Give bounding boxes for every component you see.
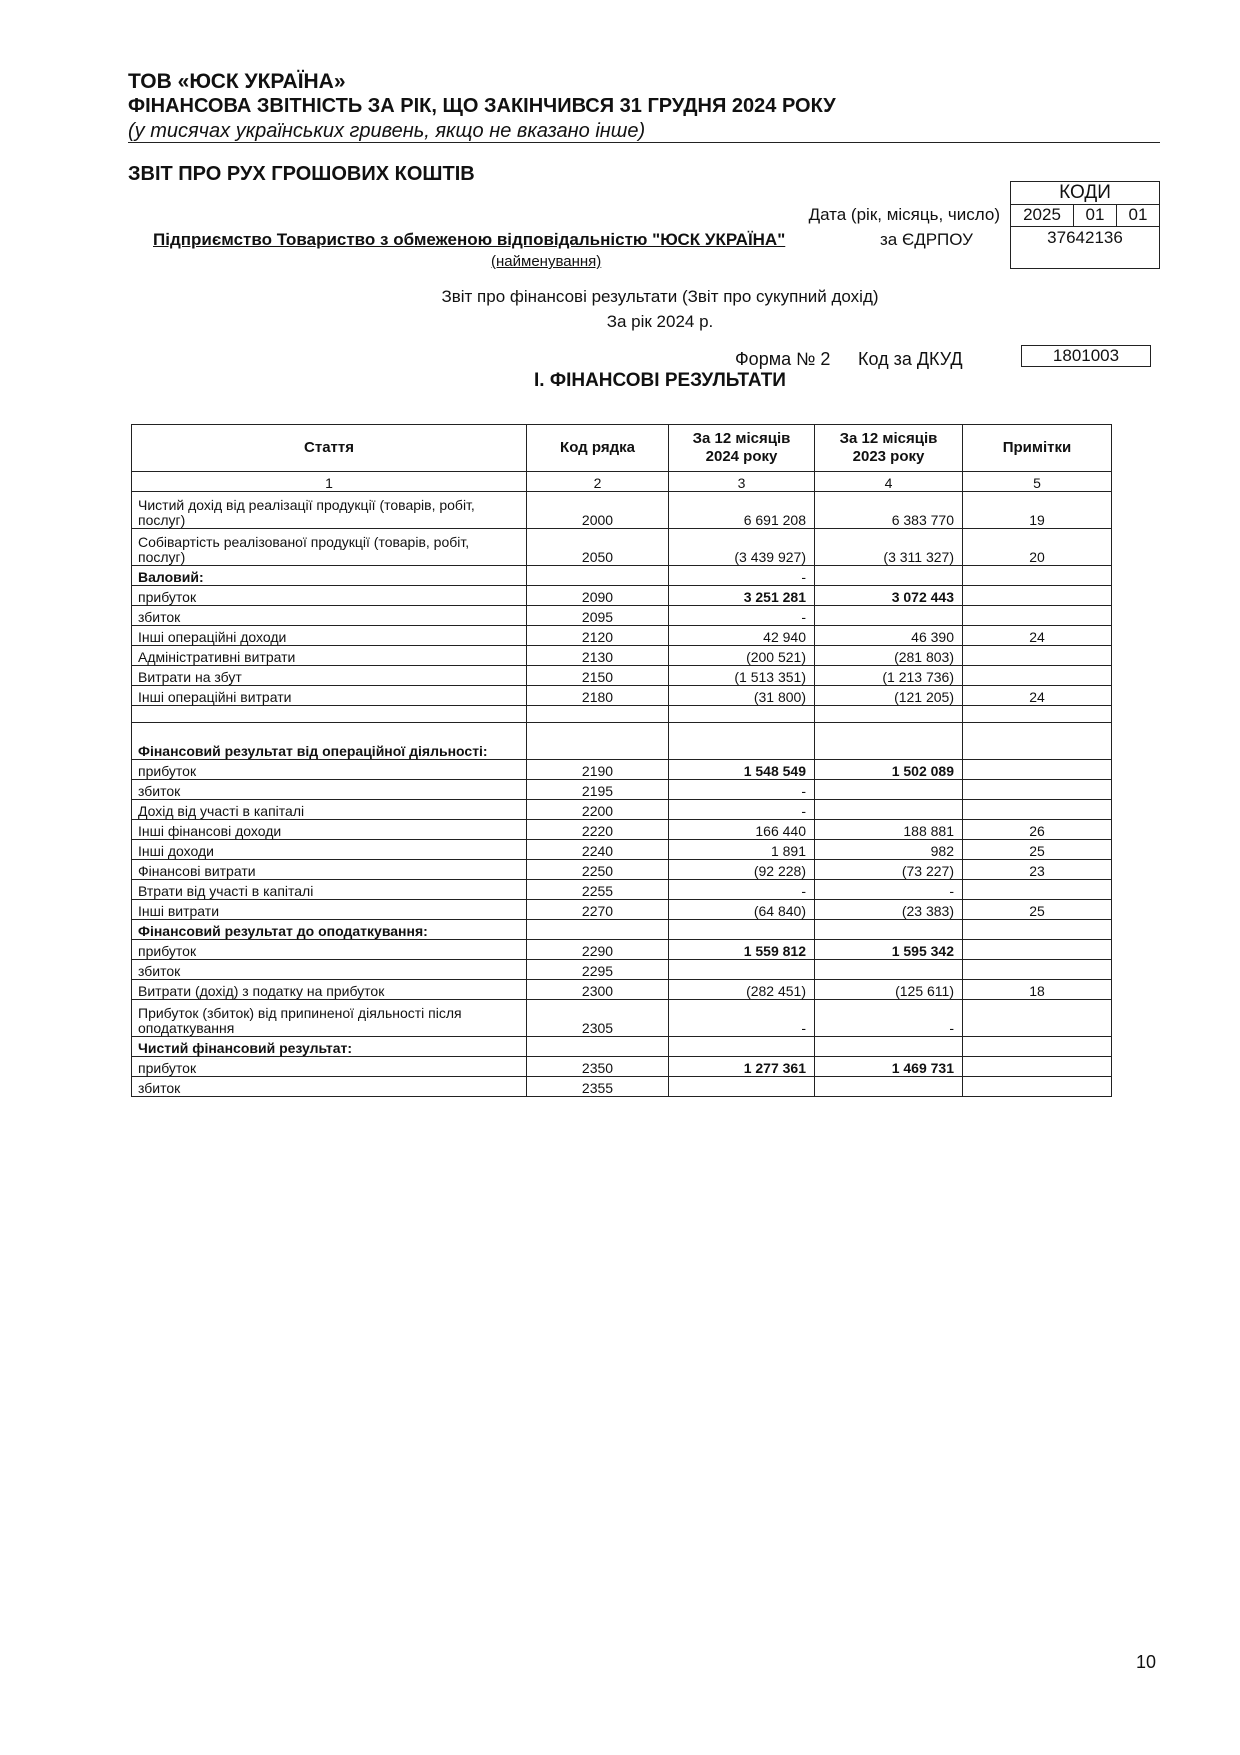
table-row (132, 800, 1112, 820)
row-code: 2150 (527, 666, 669, 686)
value-2023 (815, 606, 963, 626)
value-2024: - (669, 1000, 815, 1037)
value-2024 (669, 723, 815, 760)
row-note (963, 920, 1112, 940)
row-note (963, 586, 1112, 606)
financial-results-title: I. ФІНАНСОВІ РЕЗУЛЬТАТИ (534, 370, 786, 391)
value-2023: (125 611) (815, 980, 963, 1000)
row-code: 2250 (527, 860, 669, 880)
table-row (132, 900, 1112, 920)
value-2024 (669, 920, 815, 940)
row-note (963, 566, 1112, 586)
value-2023 (815, 1037, 963, 1057)
row-note (963, 1057, 1112, 1077)
row-label (132, 706, 527, 723)
header-2023: За 12 місяців 2023 року (815, 425, 963, 472)
table-row (132, 706, 1112, 723)
row-label: прибуток (132, 1057, 527, 1077)
value-2024: (64 840) (669, 900, 815, 920)
row-note (963, 800, 1112, 820)
row-label: збиток (132, 960, 527, 980)
codes-year: 2025 (1011, 204, 1074, 226)
row-label: Фінансовий результат до оподаткування: (132, 920, 527, 940)
value-2023: 982 (815, 840, 963, 860)
value-2023: 188 881 (815, 820, 963, 840)
row-code: 2300 (527, 980, 669, 1000)
row-code: 2290 (527, 940, 669, 960)
codes-month: 01 (1074, 204, 1117, 226)
table-row (132, 492, 1112, 529)
value-2023 (815, 780, 963, 800)
edrpou-label: за ЄДРПОУ (880, 230, 973, 249)
row-note (963, 780, 1112, 800)
row-code: 2295 (527, 960, 669, 980)
row-note (963, 960, 1112, 980)
row-note: 20 (963, 529, 1112, 566)
value-2023 (815, 566, 963, 586)
row-code: 2200 (527, 800, 669, 820)
row-code (527, 566, 669, 586)
row-note (963, 1077, 1112, 1097)
row-label: Витрати (дохід) з податку на прибуток (132, 980, 527, 1000)
row-code: 2180 (527, 686, 669, 706)
value-2023: (281 803) (815, 646, 963, 666)
value-2023: (121 205) (815, 686, 963, 706)
table-row (132, 1037, 1112, 1057)
value-2024: (282 451) (669, 980, 815, 1000)
value-2023 (815, 960, 963, 980)
row-code: 2120 (527, 626, 669, 646)
row-label: Інші фінансові доходи (132, 820, 527, 840)
table-row (132, 980, 1112, 1000)
row-code: 2095 (527, 606, 669, 626)
header-divider (128, 142, 1160, 143)
value-2024: 1 548 549 (669, 760, 815, 780)
row-code: 2195 (527, 780, 669, 800)
value-2023: 3 072 443 (815, 586, 963, 606)
company-name: ТОВ «ЮСК УКРАЇНА» (128, 70, 346, 93)
financial-results-table (131, 424, 1112, 1097)
row-label: Фінансові витрати (132, 860, 527, 880)
row-label: Фінансовий результат від операційної діяльності: (132, 723, 527, 760)
value-2023: 46 390 (815, 626, 963, 646)
row-label: Дохід від участі в капіталі (132, 800, 527, 820)
table-row (132, 686, 1112, 706)
row-code (527, 1037, 669, 1057)
form-label: Форма № 2 (735, 349, 831, 369)
value-2024: (1 513 351) (669, 666, 815, 686)
codes-title: КОДИ (1011, 182, 1159, 205)
value-2023: 1 595 342 (815, 940, 963, 960)
value-2024 (669, 706, 815, 723)
value-2023: 6 383 770 (815, 492, 963, 529)
table-row (132, 760, 1112, 780)
report-title: Звіт про фінансові результати (Звіт про сукупний дохід) (441, 287, 879, 306)
row-code: 2305 (527, 1000, 669, 1037)
table-row (132, 723, 1112, 760)
column-number: 4 (815, 472, 963, 492)
value-2023: 1 502 089 (815, 760, 963, 780)
report-period-heading: ФІНАНСОВА ЗВІТНІСТЬ ЗА РІК, ЩО ЗАКІНЧИВСЯ 31 ГРУДНЯ 2024 РОКУ (128, 95, 836, 117)
row-code: 2050 (527, 529, 669, 566)
row-label: Інші операційні доходи (132, 626, 527, 646)
row-note (963, 760, 1112, 780)
value-2023: (1 213 736) (815, 666, 963, 686)
row-label: збиток (132, 606, 527, 626)
row-label: Собівартість реалізованої продукції (товарів, робіт, послуг) (132, 529, 527, 566)
row-note (963, 940, 1112, 960)
row-note (963, 880, 1112, 900)
row-code: 2190 (527, 760, 669, 780)
header-row-code: Код рядка (527, 425, 669, 472)
table-row (132, 1000, 1112, 1037)
row-note (963, 723, 1112, 760)
column-number: 2 (527, 472, 669, 492)
table-row (132, 820, 1112, 840)
header-notes: Примітки (963, 425, 1112, 472)
row-note (963, 606, 1112, 626)
date-label: Дата (рік, місяць, число) (808, 205, 1000, 224)
value-2023 (815, 1077, 963, 1097)
row-label: Чистий дохід від реалізації продукції (товарів, робіт, послуг) (132, 492, 527, 529)
row-label: прибуток (132, 586, 527, 606)
row-label: Втрати від участі в капіталі (132, 880, 527, 900)
row-note: 24 (963, 626, 1112, 646)
value-2023 (815, 920, 963, 940)
row-note: 19 (963, 492, 1112, 529)
row-label: Прибуток (збиток) від припиненої діяльності після оподаткування (132, 1000, 527, 1037)
row-note (963, 1000, 1112, 1037)
table-row (132, 920, 1112, 940)
value-2023: - (815, 880, 963, 900)
row-label: Адміністративні витрати (132, 646, 527, 666)
row-label: Чистий фінансовий результат: (132, 1037, 527, 1057)
dkud-label: Код за ДКУД (858, 349, 963, 369)
codes-edrpou: 37642136 (1047, 228, 1123, 247)
value-2024: 42 940 (669, 626, 815, 646)
column-number: 3 (669, 472, 815, 492)
value-2024: - (669, 800, 815, 820)
row-label: Інші доходи (132, 840, 527, 860)
section-heading: ЗВІТ ПРО РУХ ГРОШОВИХ КОШТІВ (128, 163, 475, 185)
row-note: 18 (963, 980, 1112, 1000)
units-note: (у тисячах українських гривень, якщо не вказано інше) (128, 120, 646, 142)
table-row (132, 940, 1112, 960)
value-2024: 1 277 361 (669, 1057, 815, 1077)
value-2023: 1 469 731 (815, 1057, 963, 1077)
codes-day: 01 (1128, 205, 1148, 224)
table-row (132, 646, 1112, 666)
row-note: 24 (963, 686, 1112, 706)
table-row (132, 960, 1112, 980)
row-code (527, 920, 669, 940)
value-2024: - (669, 780, 815, 800)
row-note: 26 (963, 820, 1112, 840)
row-label: Валовий: (132, 566, 527, 586)
value-2024: - (669, 566, 815, 586)
row-code: 2270 (527, 900, 669, 920)
table-row (132, 566, 1112, 586)
row-label: прибуток (132, 940, 527, 960)
value-2023: (73 227) (815, 860, 963, 880)
table-row (132, 780, 1112, 800)
table-row (132, 586, 1112, 606)
enterprise-name: Підприємство Товариство з обмеженою відповідальністю "ЮСК УКРАЇНА" (153, 230, 786, 249)
dkud-code: 1801003 (1021, 345, 1151, 367)
column-number: 5 (963, 472, 1112, 492)
row-code: 2350 (527, 1057, 669, 1077)
value-2024: (3 439 927) (669, 529, 815, 566)
table-row (132, 860, 1112, 880)
value-2024: 6 691 208 (669, 492, 815, 529)
value-2023 (815, 706, 963, 723)
value-2023 (815, 723, 963, 760)
column-number: 1 (132, 472, 527, 492)
row-code: 2090 (527, 586, 669, 606)
table-row (132, 626, 1112, 646)
row-label: Інші операційні витрати (132, 686, 527, 706)
row-label: збиток (132, 780, 527, 800)
value-2024 (669, 960, 815, 980)
report-year: За рік 2024 р. (606, 312, 714, 331)
row-code: 2220 (527, 820, 669, 840)
table-row (132, 606, 1112, 626)
value-2024: (92 228) (669, 860, 815, 880)
table-row (132, 880, 1112, 900)
value-2023: (23 383) (815, 900, 963, 920)
row-code (527, 723, 669, 760)
value-2024: (200 521) (669, 646, 815, 666)
row-label: прибуток (132, 760, 527, 780)
codes-date-row (1011, 204, 1159, 227)
naming-caption: (найменування) (491, 253, 602, 270)
row-code: 2355 (527, 1077, 669, 1097)
row-note: 25 (963, 900, 1112, 920)
row-label: збиток (132, 1077, 527, 1097)
header-article: Стаття (132, 425, 527, 472)
codes-box (1010, 181, 1160, 269)
value-2024 (669, 1037, 815, 1057)
table-row (132, 1057, 1112, 1077)
row-code: 2130 (527, 646, 669, 666)
row-note (963, 646, 1112, 666)
row-label: Витрати на збут (132, 666, 527, 686)
value-2024: - (669, 880, 815, 900)
row-label: Інші витрати (132, 900, 527, 920)
row-note (963, 666, 1112, 686)
page-number: 10 (1136, 1652, 1157, 1672)
value-2024: 3 251 281 (669, 586, 815, 606)
table-row (132, 1077, 1112, 1097)
table-row (132, 666, 1112, 686)
table-row (132, 840, 1112, 860)
value-2024: - (669, 606, 815, 626)
row-code: 2255 (527, 880, 669, 900)
value-2023 (815, 800, 963, 820)
row-note: 25 (963, 840, 1112, 860)
value-2024: (31 800) (669, 686, 815, 706)
value-2024: 166 440 (669, 820, 815, 840)
table-row (132, 529, 1112, 566)
value-2024: 1 559 812 (669, 940, 815, 960)
row-note: 23 (963, 860, 1112, 880)
row-note (963, 1037, 1112, 1057)
value-2024 (669, 1077, 815, 1097)
row-note (963, 706, 1112, 723)
row-code: 2000 (527, 492, 669, 529)
row-code: 2240 (527, 840, 669, 860)
value-2024: 1 891 (669, 840, 815, 860)
value-2023: (3 311 327) (815, 529, 963, 566)
column-numbers-row (132, 472, 1112, 492)
value-2023: - (815, 1000, 963, 1037)
header-2024: За 12 місяців 2024 року (669, 425, 815, 472)
row-code (527, 706, 669, 723)
